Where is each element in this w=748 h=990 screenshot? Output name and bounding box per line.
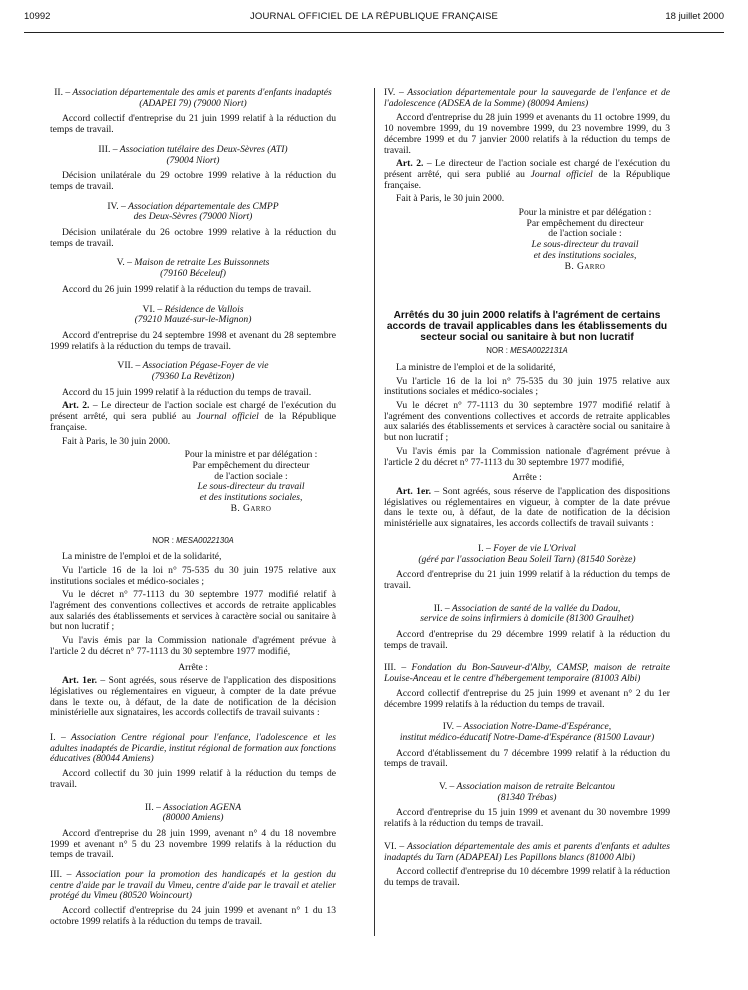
paragraph: Accord collectif du 30 juin 1999 relatif à la réduction du temps de travail. [50,768,336,790]
paragraph: Accord collectif d'entreprise du 10 décembre 1999 relatif à la réduction du temps de travail. [384,866,670,888]
nor-reference: NOR : MESA0022131A [486,346,568,356]
section-heading: IV. – Association départementale pour la sauvegarde de l'enfance et de l'adolescence (ADSEA de la Somme) (80094 Amiens) [384,87,671,109]
paragraph: Accord d'entreprise du 28 juin 1999 et avenants du 11 octobre 1999, du 10 novembre 1999, du 19 novembre 1999, du 23 novembre 1999, du 3 décembre 1999 et du 7 janvier 2000 relatifs à la réduction du temps de travail. [384,112,670,156]
paragraph: Vu le décret n° 77-1113 du 30 septembre 1977 modifié relatif à l'agrément des conventions collectives et accords de retraite applicables aux salariés des établissements et services à caractère social ou sanitaire à but non lucratif ; [384,400,670,444]
arrete-label: Arrête : [178,661,208,673]
page-number: 10992 [24,11,51,22]
article-2: Art. 2. – Le directeur de l'action sociale est chargé de l'exécution du présent arrêté, qui sera publié au Journal officiel de la République française. [50,400,337,433]
section-heading: III. – Association tutélaire des Deux-Sèvres (ATI) (79004 Niort) [98,143,288,166]
paragraph: Décision unilatérale du 26 octobre 1999 relative à la réduction du temps de travail. [50,227,336,249]
section-heading: IV. – Association départementale des CMPP des Deux-Sèvres (79000 Niort) [107,200,279,223]
paragraph: Accord d'entreprise du 15 juin 1999 et avenant du 30 novembre 1999 relatifs à la réduction du temps de travail. [384,807,670,830]
section-heading: III. – Fondation du Bon-Sauveur-d'Alby, CAMSP, maison de retraite Louise-Anceau et le centre d'hébergement temporaire (81003 Albi) [384,662,670,685]
section-heading: VI. – Association départementale des amis et parents d'enfants et adultes inadaptés du Tarn (ADAPEAI) Les Papillons blancs (81000 Albi) [384,840,671,863]
signature-block: Pour la ministre et par délégation : Par empêchement du directeur de l'action sociale : Le sous-directeur du travail et des institutions sociales, B. Garro [184,449,318,514]
paragraph: La ministre de l'emploi et de la solidarité, [396,361,556,373]
paragraph: Vu l'avis émis par la Commission nationale d'agrément prévue à l'article 2 du décret n° 77-1113 du 30 septembre 1977 modifié, [384,445,670,468]
paragraph: Vu l'article 16 de la loi n° 75-535 du 30 juin 1975 relative aux institutions sociales et médico-sociales ; [50,564,336,587]
section-heading: II. – Association AGENA (80000 Amiens) [144,801,242,824]
page-header [24,10,724,33]
section-heading: V. – Maison de retraite Les Buissonnets (79160 Béceleuf) [116,257,270,280]
paragraph: Accord du 26 juin 1999 relatif à la réduction du temps de travail. [62,283,312,295]
fait-a-paris: Fait à Paris, le 30 juin 2000. [62,435,171,447]
right-column [384,88,670,892]
signature-block: Pour la ministre et par délégation : Par empêchement du directeur de l'action sociale : Le sous-directeur du travail et des institutions sociales, B. Garro [518,207,652,272]
section-heading: III. – Association pour la promotion des handicapés et la gestion du centre d'aide par le travail du Vimeu, centre d'aide par le travail et atelier protégé du Vimeu (80520 Woincourt) [50,869,336,902]
fait-a-paris: Fait à Paris, le 30 juin 2000. [396,193,505,205]
paragraph: Vu le décret n° 77-1113 du 30 septembre 1977 modifié relatif à l'agrément des conventions collectives et accords de retraite applicables aux salariés des établissements et services à caractère social ou sanitaire à but non lucratif ; [50,589,336,633]
paragraph: Décision unilatérale du 29 octobre 1999 relative à la réduction du temps de travail. [50,170,336,192]
paragraph: Accord d'entreprise du 21 juin 1999 relatif à la réduction du temps de travail. [384,569,670,591]
article-1: Art. 1er. – Sont agréés, sous réserve de l'application des dispositions législatives ou réglementaires en vigueur, à compter de la date prévue dans le texte ou, à défaut, de la date de notification de la décision ministérielle aux signataires, les accords collectifs de travail suivants : [384,485,670,530]
paragraph: Accord d'entreprise du 28 juin 1999, avenant n° 4 du 18 novembre 1999 et avenant n° 5 du 23 novembre 1999 relatifs à la réduction du temps de travail. [50,827,336,861]
paragraph: Vu l'article 16 de la loi n° 75-535 du 30 juin 1975 relative aux institutions sociales et médico-sociales ; [384,375,670,398]
section-heading: VI. – Résidence de Vallois (79210 Mauzé-sur-le-Mignon) [134,303,252,326]
decree-title: Arrêtés du 30 juin 2000 relatifs à l'agrément de certains accords de travail applicables dans les établissements du secteur social ou sanitaire à but non lucratif [386,310,668,344]
paragraph: Accord d'entreprise du 29 décembre 1999 relatif à la réduction du temps de travail. [384,629,670,651]
section-heading: V. – Association maison de retraite Belcantou (81340 Trébas) [439,781,615,803]
paragraph: La ministre de l'emploi et de la solidarité, [62,551,222,563]
section-heading: I. – Association Centre régional pour l'enfance, l'adolescence et les adultes inadaptés de Picardie, institut régional de formation aux fonctions éducatives (80044 Amiens) [50,732,336,765]
publication-date: 18 juillet 2000 [665,11,724,22]
left-column [50,88,336,931]
paragraph: Accord d'établissement du 7 décembre 1999 relatif à la réduction du temps de travail. [384,747,670,770]
article-2: Art. 2. – Le directeur de l'action sociale est chargé de l'exécution du présent arrêté, qui sera publié au Journal officiel de la République française. [384,158,671,191]
paragraph: Accord d'entreprise du 24 septembre 1998 et avenant du 28 septembre 1999 relatifs à la réduction du temps de travail. [50,329,336,352]
nor-reference: NOR : MESA0022130A [152,535,234,545]
paragraph: Accord collectif d'entreprise du 24 juin 1999 et avenant n° 1 du 13 octobre 1999 relatifs à la réduction du temps de travail. [50,905,336,927]
section-heading: II. – Association départementale des amis et parents d'enfants inadaptés (ADAPEI 79) (79000 Niort) [54,87,332,109]
paragraph: Accord collectif d'entreprise du 21 juin 1999 relatif à la réduction du temps de travail. [50,113,336,136]
article-1: Art. 1er. – Sont agréés, sous réserve de l'application des dispositions législatives ou réglementaires en vigueur, à compter de la date prévue dans le texte ou, à défaut, de la date de notification de la décision ministérielle aux signataires, les accords collectifs de travail suivants : [50,675,336,719]
paragraph: Accord collectif d'entreprise du 25 juin 1999 et avenant n° 2 du 1er décembre 1999 relatifs à la réduction du temps de travail. [384,687,670,710]
paragraph: Vu l'avis émis par la Commission nationale d'agrément prévue à l'article 2 du décret n° 77-1113 du 30 septembre 1977 modifié, [50,635,336,657]
section-heading: IV. – Association Notre-Dame-d'Espérance, institut médico-éducatif Notre-Dame-d'Espérance (81500 Lavaur) [399,721,655,743]
section-heading: I. – Foyer de vie L'Orival (géré par l'association Beau Soleil Tarn) (81540 Sorèze) [418,542,636,565]
arrete-label: Arrête : [512,472,542,484]
column-divider [374,88,375,936]
section-heading: VII. – Association Pégase-Foyer de vie (79360 La Revêtizon) [117,360,269,383]
journal-title: JOURNAL OFFICIEL DE LA RÉPUBLIQUE FRANÇAISE [249,11,499,22]
paragraph: Accord du 15 juin 1999 relatif à la réduction du temps de travail. [62,386,312,398]
section-heading: II. – Association de santé de la vallée du Dadou, service de soins infirmiers à domicile (81300 Graulhet) [420,602,634,625]
